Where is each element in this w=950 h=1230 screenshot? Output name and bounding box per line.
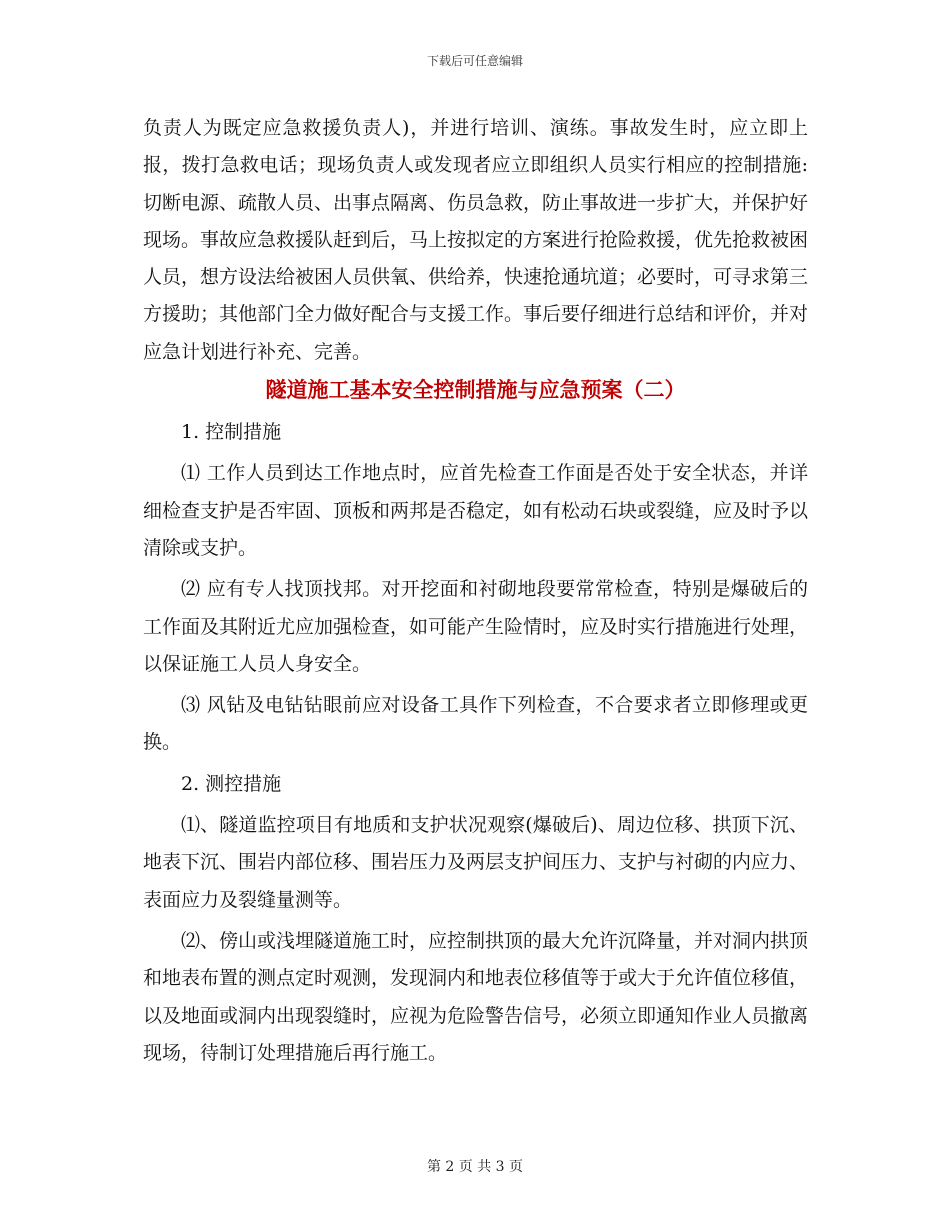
control-measure-3: ⑶ 风钻及电钻钻眼前应对设备工具作下列检查，不合要求者立即修理或更换。 — [143, 694, 808, 754]
control-measures-heading: 1. 控制措施 — [181, 421, 282, 444]
page-header: 下载后可任意编辑 — [426, 54, 523, 68]
control-measure-2: ⑵ 应有专人找顶找邦。对开挖面和衬砌地段要常常检查，特别是爆破后的工作面及其附近尤应加强检查，如可能产生险情时，应及时实行措施进行处理，以保证施工人员人身安全。 — [143, 578, 809, 675]
monitoring-measures-heading: 2. 测控措施 — [181, 772, 282, 795]
control-measure-1: ⑴ 工作人员到达工作地点时，应首先检查工作面是否处于安全状态，并详细检查支护是否牢固、顶板和两邦是否稳定，如有松动石块或裂缝，应及时予以清除或支护。 — [143, 462, 809, 559]
monitoring-measure-1: ⑴、隧道监控项目有地质和支护状况观察(爆破后)、周边位移、拱顶下沉、地表下沉、围岩内部位移、围岩压力及两层支护间压力、支护与衬砌的内应力、表面应力及裂缝量测等。 — [143, 814, 809, 911]
monitoring-measure-2: ⑵、傍山或浅埋隧道施工时，应控制拱顶的最大允许沉降量，并对洞内拱顶和地表布置的测点定时观测，发现洞内和地表位移值等于或大于允许值位移值，以及地面或洞内出现裂缝时，应视为危险警告信号，必须立即通知作业人员撤离现场，待制订处理措施后再行施工。 — [143, 929, 809, 1064]
section-title: 隧道施工基本安全控制措施与应急预案（二） — [265, 377, 686, 403]
intro-paragraph: 负责人为既定应急救援负责人)，并进行培训、演练。事故发生时，应立即上报，拨打急救电话；现场负责人或发现者应立即组织人员实行相应的控制措施:切断电源、疏散人员、出事点隔离、伤员急救，防止事故进一步扩大，并保护好现场。事故应急救援队赶到后，马上按拟定的方案进行抢险救援，优先抢救被困人员，想方设法给被困人员供氧、供给养，快速抢通坑道；必要时，可寻求第三方援助；其他部门全力做好配合与支援工作。事后要仔细进行总结和评价，并对应急计划进行补充、完善。 — [143, 117, 809, 363]
page-number: 第 2 页 共 3 页 — [426, 1159, 524, 1175]
document-body — [143, 110, 808, 1072]
